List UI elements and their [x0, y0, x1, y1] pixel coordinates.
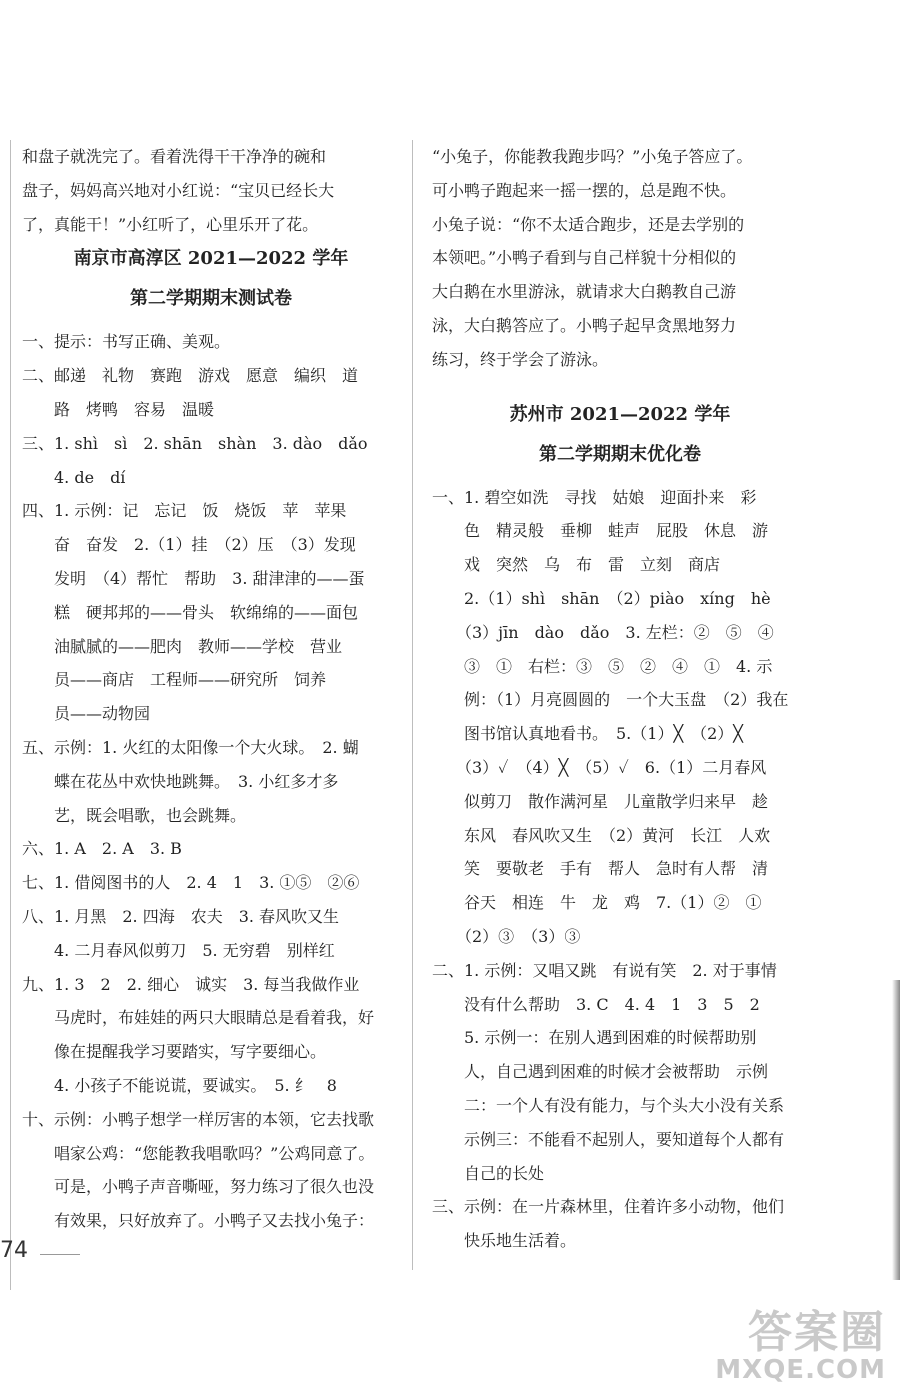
answer-line: 员——动物园 — [22, 704, 151, 724]
continued-story-text — [432, 140, 808, 377]
left-column — [22, 140, 400, 1238]
answer-line: 人，自己遇到困难的时候才会被帮助 示例 — [432, 1062, 769, 1082]
text-line: 小兔子说：“你不太适合跑步，还是去学别的 — [432, 214, 745, 234]
answer-line: 笑 要敬老 手有 帮人 急时有人帮 清 — [432, 859, 769, 879]
answer-line: 戏 突然 乌 布 雷 立刻 商店 — [432, 555, 721, 575]
answer-line: 糕 硬邦邦的——骨头 软绵绵的——面包 — [22, 602, 359, 622]
text-line: 和盘子就洗完了。看着洗得干干净净的碗和 — [22, 147, 327, 166]
answer-line: 一、提示：书写正确、美观。 — [22, 332, 231, 352]
answer-line: 四、1. 示例：记 忘记 饭 烧饭 苹 苹果 — [22, 501, 347, 521]
answer-line: 图书馆认真地看书。 5.（1）╳ （2）╳ — [432, 724, 743, 744]
answer-line: 九、1. 3 2 2. 细心 诚实 3. 每当我做作业 — [22, 974, 360, 994]
answer-line: 八、1. 月黑 2. 四海 农夫 3. 春风吹又生 — [22, 906, 340, 926]
page-number: 74 — [0, 1238, 28, 1263]
answer-line: 二、邮递 礼物 赛跑 游戏 愿意 编织 道 — [22, 366, 359, 386]
text-line: 本领吧。”小鸭子看到与自己样貌十分相似的 — [432, 248, 737, 268]
answer-line: （3）✓ （4）╳ （5）✓ 6.（1）二月春风 — [432, 757, 767, 777]
section-title-nanjing: 南京市高淳区 2021—2022 学年 — [73, 248, 349, 270]
text-line: “小兔子，你能教我跑步吗？”小兔子答应了。 — [432, 147, 753, 166]
column-divider — [412, 140, 413, 1270]
answer-line: 色 精灵般 垂柳 蛙声 屁股 休息 游 — [432, 521, 769, 541]
answer-line: 员——商店 工程师——研究所 饲养 — [22, 670, 327, 690]
answer-line: （3）jīn dào dǎo 3. 左栏：② ⑤ ④ — [432, 622, 774, 642]
answer-line: 十、示例：小鸭子想学一样厉害的本领，它去找歌 — [22, 1109, 375, 1129]
answer-line: 蝶在花丛中欢快地跳舞。 3. 小红多才多 — [22, 771, 339, 791]
answer-list-nanjing — [22, 325, 400, 1238]
answer-line: 一、1. 碧空如洗 寻找 姑娘 迎面扑来 彩 — [432, 487, 757, 507]
answer-line: 唱家公鸡：“您能教我唱歌吗？”公鸡同意了。 — [22, 1143, 375, 1163]
left-margin-rule — [10, 140, 11, 1290]
answer-line: 二、1. 示例：又唱又跳 有说有笑 2. 对于事情 — [432, 960, 777, 980]
answer-line: 自己的长处 — [432, 1163, 545, 1183]
text-line: 盘子，妈妈高兴地对小红说：“宝贝已经长大 — [22, 180, 335, 200]
answer-line: 像在提醒我学习要踏实，写字要细心。 — [22, 1042, 327, 1062]
answer-line: 2.（1）shì shān （2）piào xíng hè — [432, 588, 771, 608]
text-line: 可小鸭子跑起来一摇一摆的，总是跑不快。 — [432, 180, 737, 200]
answer-line: 4. 小孩子不能说谎，要诚实。 5. 纟 8 — [22, 1075, 337, 1095]
watermark-logo — [715, 1307, 886, 1385]
section-title-suzhou: 苏州市 2021—2022 学年 — [509, 403, 731, 425]
text-line: 练习，终于学会了游泳。 — [432, 349, 609, 369]
answer-line: 4. de dí — [22, 467, 126, 487]
text-line: 了，真能干！”小红听了，心里乐开了花。 — [22, 214, 319, 234]
answer-line: 谷天 相连 牛 龙 鸡 7.（1）② ① — [432, 893, 762, 913]
section-subtitle-nanjing: 第二学期期末测试卷 — [130, 288, 292, 310]
answer-line: 路 烤鸭 容易 温暖 — [22, 399, 215, 419]
page-number-rule — [40, 1254, 80, 1255]
answer-list-suzhou — [432, 481, 808, 1258]
answer-line: 5. 示例一：在别人遇到困难的时候帮助别 — [432, 1028, 757, 1048]
answer-line: 奋 奋发 2.（1）挂 （2）压 （3）发现 — [22, 535, 356, 555]
answer-line: 示例三：不能看不起别人，要知道每个人都有 — [432, 1129, 785, 1149]
right-column — [432, 140, 808, 1258]
answer-line: 东风 春风吹又生 （2）黄河 长江 人欢 — [432, 825, 771, 845]
answer-line: 4. 二月春风似剪刀 5. 无穷碧 别样红 — [22, 940, 335, 960]
text-line: 泳，大白鹅答应了。小鸭子起早贪黑地努力 — [432, 315, 737, 335]
answer-line: 发明 （4）帮忙 帮助 3. 甜津津的——蛋 — [22, 568, 365, 588]
answer-line: 三、示例：在一片森林里，住着许多小动物，他们 — [432, 1197, 785, 1217]
answer-line: 三、1. shì sì 2. shān shàn 3. dào dǎo — [22, 433, 368, 453]
answer-line: 有效果，只好放弃了。小鸭子又去找小兔子： — [22, 1211, 375, 1231]
answer-line: 二：一个人有没有能力，与个头大小没有关系 — [432, 1095, 785, 1115]
answer-line: 七、1. 借阅图书的人 2. 4 1 3. ①⑤ ②⑥ — [22, 873, 360, 893]
answer-line: 似剪刀 散作满河星 儿童散学归来早 趁 — [432, 791, 769, 811]
answer-line: 艺，既会唱歌，也会跳舞。 — [22, 805, 247, 825]
answer-line: 马虎时，布娃娃的两只大眼睛总是看着我，好 — [22, 1008, 375, 1028]
text-line: 大白鹅在水里游泳，就请求大白鹅教自己游 — [432, 282, 737, 302]
answer-line: 例：（1）月亮圆圆的 一个大玉盘 （2）我在 — [432, 690, 789, 710]
answer-line: 油腻腻的——肥肉 教师——学校 营业 — [22, 636, 343, 656]
answer-line: ③ ① 右栏：③ ⑤ ② ④ ① 4. 示 — [432, 656, 773, 676]
watermark-text: 答案圈 — [748, 1307, 886, 1358]
answer-line: 五、示例：1. 火红的太阳像一个大火球。 2. 蝴 — [22, 737, 359, 757]
answer-line: 可是，小鸭子声音嘶哑，努力练习了很久也没 — [22, 1177, 375, 1197]
answer-line: （2）③ （3）③ — [432, 926, 581, 946]
answer-line: 六、1. A 2. A 3. B — [22, 839, 182, 859]
watermark-url: MXQE.COM — [715, 1355, 886, 1385]
section-subtitle-suzhou: 第二学期期末优化卷 — [539, 443, 701, 465]
answer-line: 快乐地生活着。 — [432, 1231, 577, 1251]
continued-text — [22, 140, 400, 241]
page-edge-shadow — [892, 980, 900, 1280]
answer-line: 没有什么帮助 3. C 4. 4 1 3 5 2 — [432, 994, 760, 1014]
